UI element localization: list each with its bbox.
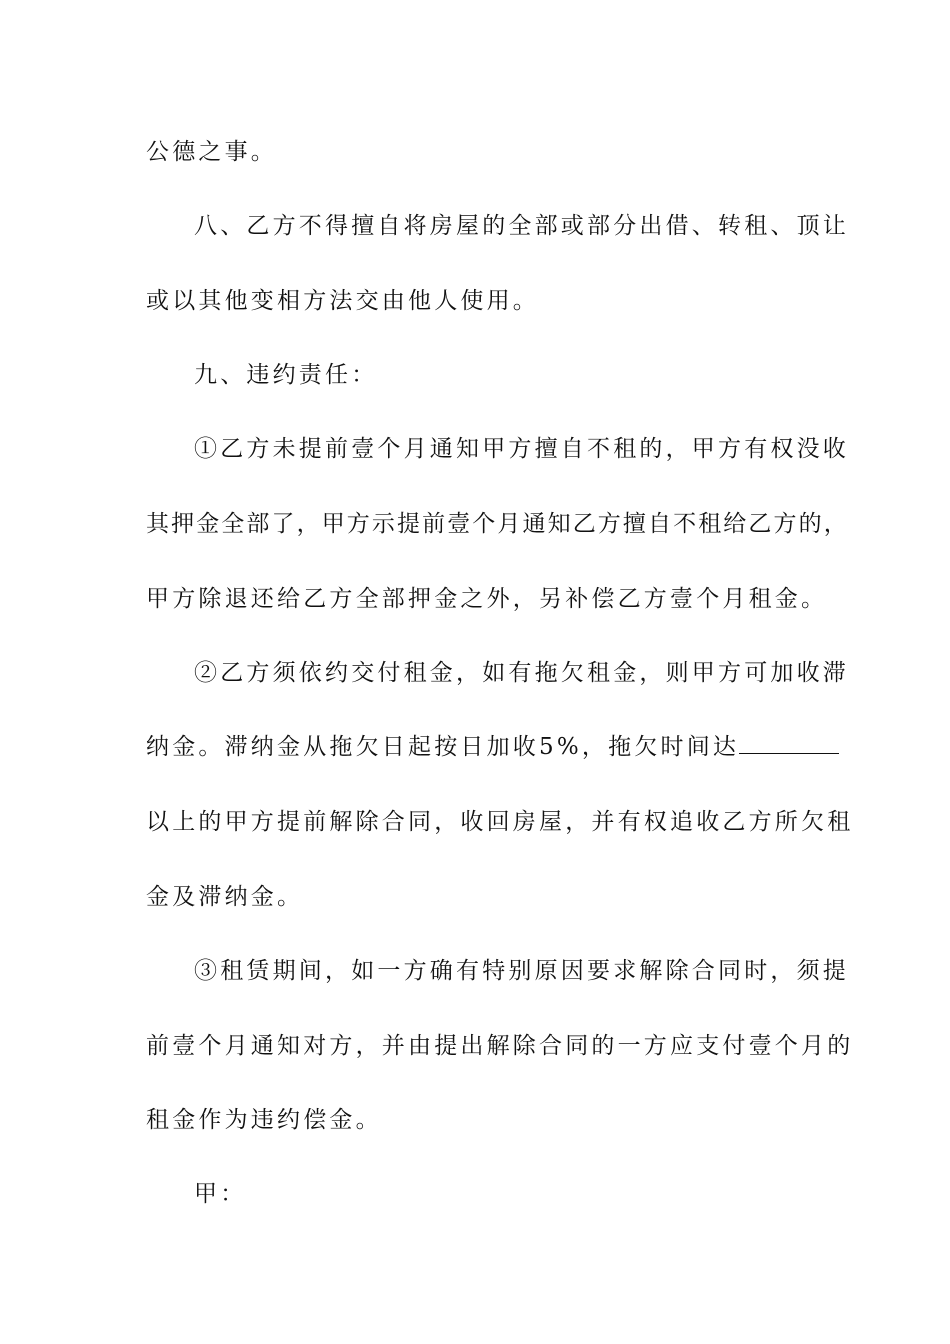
- fill-in-blank: [739, 735, 839, 754]
- item-3-line-3: 租金作为违约偿金。: [146, 1107, 382, 1133]
- item-1-line-1: ①乙方未提前壹个月通知甲方擅自不租的，甲方有权没收: [194, 436, 849, 462]
- item-3-line-1: ③租赁期间，如一方确有特别原因要求解除合同时，须提: [194, 958, 849, 984]
- item-1-line-2: 其押金全部了，甲方示提前壹个月通知乙方擅自不租给乙方的，: [146, 511, 849, 537]
- item-3-line-2: 前壹个月通知对方，并由提出解除合同的一方应支付壹个月的: [146, 1033, 854, 1059]
- clause-8-line-1: 八、乙方不得擅自将房屋的全部或部分出借、转租、顶让: [194, 213, 849, 239]
- clause-8-line-2: 或以其他变相方法交由他人使用。: [146, 288, 539, 314]
- item-2-line-3: 以上的甲方提前解除合同，收回房屋，并有权追收乙方所欠租: [146, 809, 854, 835]
- item-1-line-3: 甲方除退还给乙方全部押金之外，另补偿乙方壹个月租金。: [146, 586, 828, 612]
- party-a-label: 甲：: [194, 1181, 247, 1207]
- clause-9-heading: 九、违约责任：: [194, 362, 378, 388]
- text-line-1: 公德之事。: [146, 139, 277, 165]
- item-2-line-2-wrap: [146, 731, 826, 763]
- item-2-line-2: 纳金。滞纳金从拖欠日起按日加收5%，拖欠时间达: [146, 734, 740, 760]
- item-2-line-1: ②乙方须依约交付租金，如有拖欠租金，则甲方可加收滞: [194, 660, 849, 686]
- item-2-line-4: 金及滞纳金。: [146, 884, 304, 910]
